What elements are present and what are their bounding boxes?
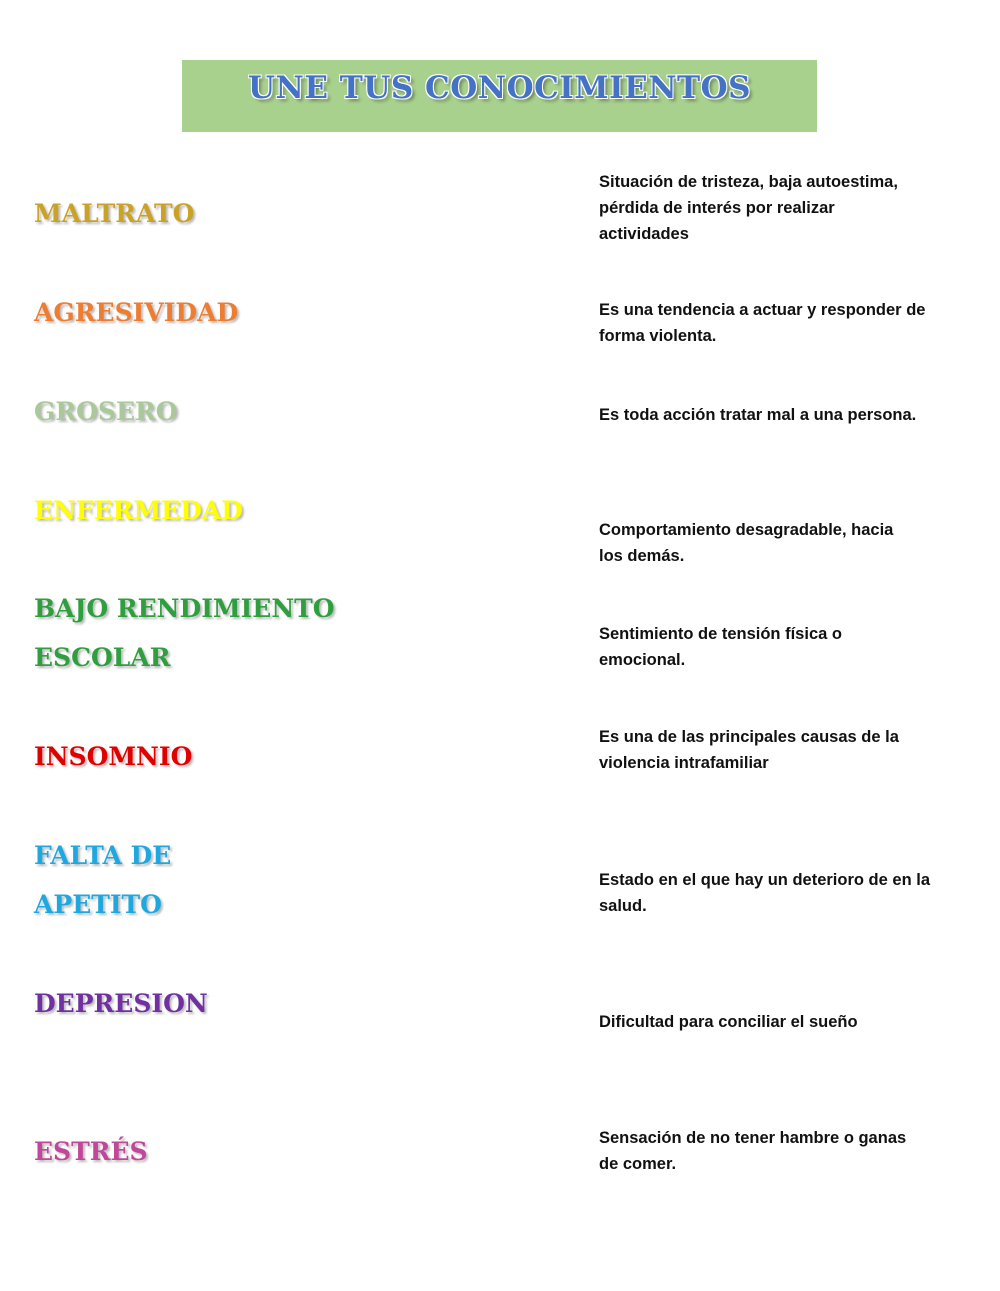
term-maltrato[interactable]: MALTRATO bbox=[34, 199, 195, 228]
title-banner bbox=[182, 60, 817, 132]
definition-item[interactable]: Es una de las principales causas de la violencia intrafamiliar bbox=[599, 728, 899, 772]
term-enfermedad[interactable]: ENFERMEDAD bbox=[34, 496, 243, 525]
term-estres[interactable]: ESTRÉS bbox=[34, 1137, 148, 1166]
term-line: BAJO RENDIMIENTO bbox=[34, 594, 335, 623]
definition-item[interactable]: Dificultad para conciliar el sueño bbox=[599, 1013, 858, 1031]
definition-item[interactable]: Sensación de no tener hambre o ganas de comer. bbox=[599, 1129, 907, 1173]
term-depresion[interactable]: DEPRESION bbox=[34, 989, 208, 1018]
term-falta-de-apetito[interactable] bbox=[34, 831, 171, 929]
term-insomnio[interactable]: INSOMNIO bbox=[34, 742, 193, 771]
term-line: ESCOLAR bbox=[34, 643, 171, 672]
term-grosero[interactable]: GROSERO bbox=[34, 397, 178, 426]
definition-item[interactable]: Comportamiento desagradable, hacia los demás. bbox=[599, 521, 894, 565]
term-line: APETITO bbox=[34, 890, 162, 919]
definition-item[interactable]: Situación de tristeza, baja autoestima, pérdida de interés por realizar actividades bbox=[599, 173, 898, 243]
definition-item[interactable]: Sentimiento de tensión física o emocional. bbox=[599, 625, 842, 669]
definition-item[interactable]: Es una tendencia a actuar y responder de forma violenta. bbox=[599, 301, 926, 345]
definition-item[interactable]: Es toda acción tratar mal a una persona. bbox=[599, 406, 917, 424]
term-agresividad[interactable]: AGRESIVIDAD bbox=[34, 298, 239, 327]
page-title: UNE TUS CONOCIMIENTOS bbox=[247, 70, 751, 106]
definition-item[interactable]: Estado en el que hay un deterioro de en la salud. bbox=[599, 871, 930, 915]
term-bajo-rendimiento-escolar[interactable] bbox=[34, 584, 335, 682]
term-line: FALTA DE bbox=[34, 841, 172, 870]
